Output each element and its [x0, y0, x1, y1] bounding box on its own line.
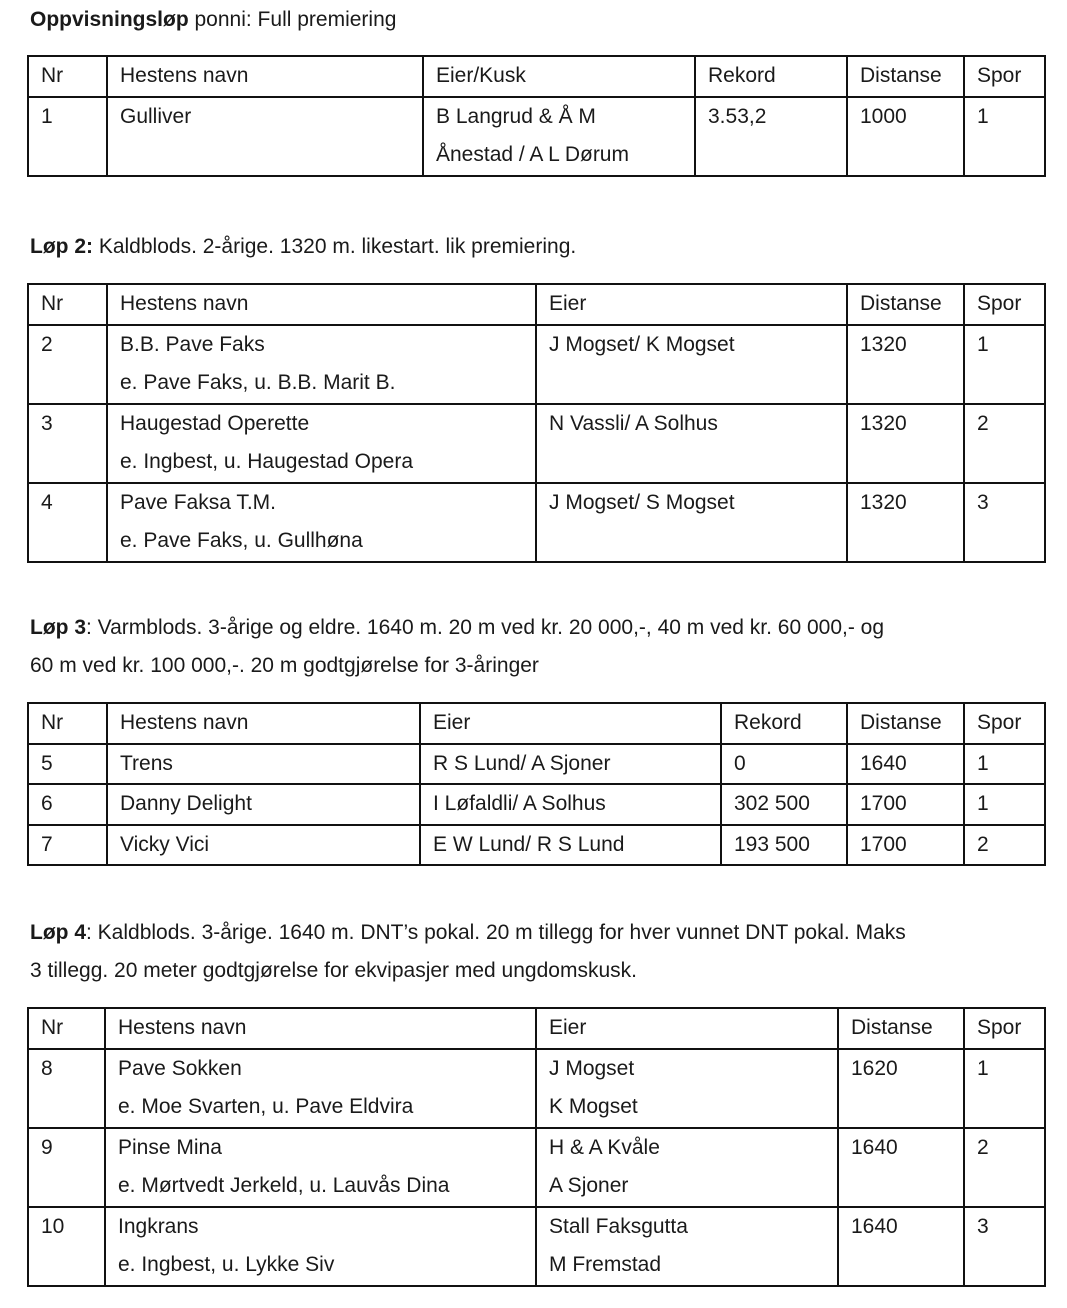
header-cell: Nr [28, 56, 107, 97]
distanse-cell: 1700 [847, 825, 964, 866]
horse-name: Pave Faksa T.M. [120, 490, 277, 514]
horse-name-cell [105, 1128, 536, 1207]
section-1-heading-text: ponni: Full premiering [188, 8, 397, 31]
distanse-cell: 1320 [847, 404, 964, 483]
pedigree: e. Ingbest, u. Lykke Siv [118, 1253, 335, 1276]
table-row [28, 744, 1045, 785]
owner-line-2: M Fremstad [549, 1253, 662, 1276]
table-row [28, 97, 1045, 176]
horse-name: Haugestad Operette [120, 411, 310, 435]
header-cell: Distanse [838, 1008, 964, 1049]
owner-line: J Mogset [549, 1056, 635, 1080]
nr-cell: 3 [28, 404, 107, 483]
spor-cell: 1 [964, 1049, 1045, 1128]
owner-line-2: A Sjoner [549, 1174, 629, 1197]
spor-cell: 3 [964, 483, 1045, 562]
horse-name-cell [107, 325, 536, 404]
pedigree: e. Moe Svarten, u. Pave Eldvira [118, 1095, 414, 1118]
header-cell: Spor [964, 1008, 1045, 1049]
pedigree: e. Pave Faks, u. Gullhøna [120, 529, 363, 552]
nr-cell: 6 [28, 784, 107, 825]
table-row [28, 784, 1045, 825]
owner-cell: J Mogset/ K Mogset [536, 325, 847, 404]
distanse-cell: 1640 [847, 744, 964, 785]
table-row [28, 1128, 1045, 1207]
owner-cell [423, 97, 695, 176]
horse-name: B.B. Pave Faks [120, 332, 265, 356]
section-3-table [27, 702, 1046, 866]
horse-name: Ingkrans [118, 1214, 199, 1238]
owner-cell: I Løfaldli/ A Solhus [420, 784, 721, 825]
header-cell: Spor [964, 56, 1045, 97]
nr-cell: 2 [28, 325, 107, 404]
distanse-cell: 1640 [838, 1128, 964, 1207]
horse-name: Pinse Mina [118, 1135, 222, 1159]
section-4-table [27, 1007, 1046, 1287]
section-4-heading-text: : Kaldblods. 3-årige. 1640 m. DNT’s pokal. 20 m tillegg for hver vunnet DNT pokal. Maks [86, 921, 906, 944]
nr-cell: 7 [28, 825, 107, 866]
table-header-row [28, 56, 1045, 97]
owner-line-2: K Mogset [549, 1095, 638, 1118]
header-cell: Hestens navn [105, 1008, 536, 1049]
distanse-cell: 1320 [847, 325, 964, 404]
owner-line-2: Ånestad / A L Dørum [436, 143, 629, 166]
header-cell: Distanse [847, 56, 964, 97]
header-cell: Hestens navn [107, 56, 423, 97]
section-4-heading-line-2: 3 tillegg. 20 meter godtgjørelse for ekvipasjer med ungdomskusk. [30, 959, 637, 982]
header-cell: Rekord [721, 703, 847, 744]
nr-cell: 9 [28, 1128, 105, 1207]
rekord-cell: 3.53,2 [695, 97, 847, 176]
distanse-cell: 1620 [838, 1049, 964, 1128]
distanse-cell: 1640 [838, 1207, 964, 1286]
table-row [28, 825, 1045, 866]
nr-cell: 4 [28, 483, 107, 562]
header-cell: Spor [964, 703, 1045, 744]
table-row [28, 404, 1045, 483]
table-header-row [28, 1008, 1045, 1049]
horse-name-cell: Danny Delight [107, 784, 420, 825]
distanse-cell: 1320 [847, 483, 964, 562]
header-cell: Nr [28, 284, 107, 325]
horse-name-cell [105, 1207, 536, 1286]
section-3-heading-bold: Løp 3 [30, 616, 86, 639]
header-cell: Hestens navn [107, 703, 420, 744]
pedigree: e. Ingbest, u. Haugestad Opera [120, 450, 414, 473]
owner-cell: E W Lund/ R S Lund [420, 825, 721, 866]
section-2-heading [30, 228, 1050, 266]
header-cell: Spor [964, 284, 1045, 325]
horse-name-cell: Trens [107, 744, 420, 785]
table-header-row [28, 284, 1045, 325]
nr-cell: 1 [28, 97, 107, 176]
rekord-cell: 0 [721, 744, 847, 785]
section-4-heading-bold: Løp 4 [30, 921, 86, 944]
distanse-cell: 1000 [847, 97, 964, 176]
table-row [28, 483, 1045, 562]
section-1-heading-bold: Oppvisningsløp [30, 8, 189, 31]
section-3-heading-text: : Varmblods. 3-årige og eldre. 1640 m. 20 m ved kr. 20 000,-, 40 m ved kr. 60 000,- og [86, 616, 885, 639]
header-cell: Distanse [847, 284, 964, 325]
owner-line: B Langrud & Å M [436, 104, 596, 128]
horse-name-cell [105, 1049, 536, 1128]
rekord-cell: 302 500 [721, 784, 847, 825]
pedigree: e. Pave Faks, u. B.B. Marit B. [120, 371, 396, 394]
owner-cell: R S Lund/ A Sjoner [420, 744, 721, 785]
owner-cell: J Mogset/ S Mogset [536, 483, 847, 562]
spor-cell: 2 [964, 404, 1045, 483]
spor-cell: 1 [964, 325, 1045, 404]
spor-cell: 1 [964, 784, 1045, 825]
horse-name-cell [107, 483, 536, 562]
header-cell: Eier [536, 284, 847, 325]
section-2-heading-text: Kaldblods. 2-årige. 1320 m. likestart. lik premiering. [93, 235, 577, 258]
table-row [28, 1207, 1045, 1286]
header-cell: Hestens navn [107, 284, 536, 325]
horse-name-cell [107, 404, 536, 483]
owner-cell [536, 1128, 838, 1207]
header-cell: Eier [536, 1008, 838, 1049]
header-cell: Eier [420, 703, 721, 744]
header-cell: Nr [28, 703, 107, 744]
owner-line: H & A Kvåle [549, 1135, 660, 1159]
horse-name: Pave Sokken [118, 1056, 242, 1080]
owner-cell: N Vassli/ A Solhus [536, 404, 847, 483]
spor-cell: 1 [964, 744, 1045, 785]
owner-cell [536, 1049, 838, 1128]
nr-cell: 5 [28, 744, 107, 785]
horse-name-cell: Gulliver [107, 97, 423, 176]
header-cell: Nr [28, 1008, 105, 1049]
rekord-cell: 193 500 [721, 825, 847, 866]
pedigree: e. Mørtvedt Jerkeld, u. Lauvås Dina [118, 1174, 450, 1197]
owner-line: Stall Faksgutta [549, 1214, 688, 1238]
distanse-cell: 1700 [847, 784, 964, 825]
nr-cell: 10 [28, 1207, 105, 1286]
table-row [28, 325, 1045, 404]
section-2-heading-bold: Løp 2: [30, 235, 93, 258]
header-cell: Eier/Kusk [423, 56, 695, 97]
section-1-heading [30, 1, 1050, 39]
section-1-table [27, 55, 1046, 177]
section-3-heading [30, 609, 1050, 685]
horse-name-cell: Vicky Vici [107, 825, 420, 866]
section-4-heading [30, 914, 1050, 990]
header-cell: Rekord [695, 56, 847, 97]
section-2-table [27, 283, 1046, 563]
spor-cell: 2 [964, 825, 1045, 866]
section-3-heading-line-2: 60 m ved kr. 100 000,-. 20 m godtgjørelse for 3-åringer [30, 654, 539, 677]
table-header-row [28, 703, 1045, 744]
spor-cell: 1 [964, 97, 1045, 176]
nr-cell: 8 [28, 1049, 105, 1128]
owner-cell [536, 1207, 838, 1286]
header-cell: Distanse [847, 703, 964, 744]
table-row [28, 1049, 1045, 1128]
spor-cell: 2 [964, 1128, 1045, 1207]
spor-cell: 3 [964, 1207, 1045, 1286]
